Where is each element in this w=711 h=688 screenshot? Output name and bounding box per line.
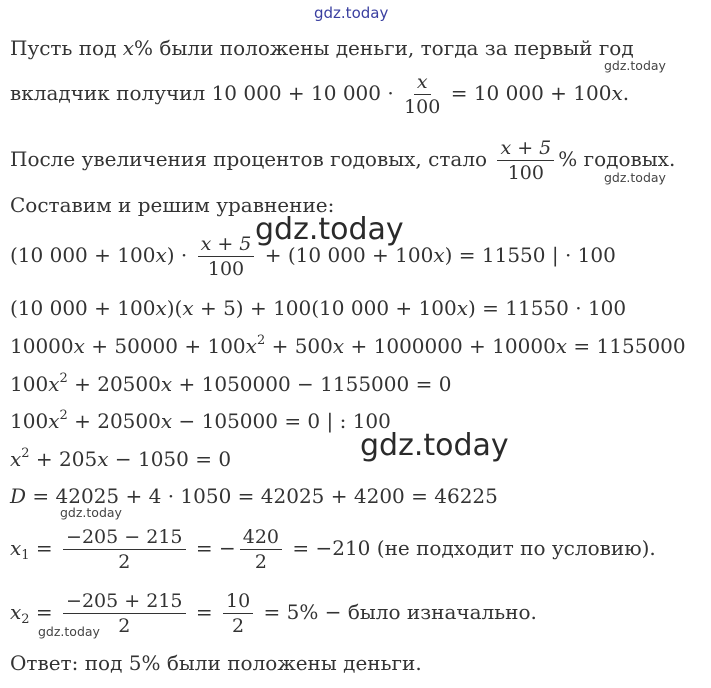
fraction: $\frac{-205 + 215}{2}$ — [63, 590, 185, 637]
text-line-1: Пусть под x% были положены деньги, тогда за первый год — [10, 36, 634, 60]
fraction: $\frac{420}{2}$ — [240, 526, 282, 573]
equation-line-8: $100x^2 + 20500x + 1050000 - 1155000 = 0$ — [10, 371, 452, 396]
answer-line: Ответ: под 5% были положены деньги. — [10, 651, 422, 675]
equation-line-12: $x_1$ = $\frac{-205 - 215}{2}$ = − $\frac{420}{2}$ = −210 (не подходит по условию). — [10, 526, 656, 573]
equation-line-10: $x^2 + 205x - 1050 = 0$ — [10, 446, 232, 471]
watermark-big: gdz.today — [360, 428, 509, 463]
text-line-2: вкладчик получил 10 000 + 10 000 · $\frac{x}{100}$ = 10 000 + 100x. — [10, 71, 630, 118]
equation-line-5: (10 000 + 100x) · $\frac{x + 5}{100}$ + (10 000 + 100x) = 11550 | · 100 — [10, 233, 616, 280]
fraction: $\frac{x + 5}{100}$ — [198, 233, 255, 280]
equation-line-9: $100x^2 + 20500x - 105000 = 0$ | : 100 — [10, 408, 391, 433]
fraction: $\frac{10}{2}$ — [223, 590, 253, 637]
fraction: $\frac{x}{100}$ — [404, 71, 441, 118]
equation-line-7: $10000x + 50000 + 100x^2 + 500x + 1000000 + 10000x = 1155000$ — [10, 333, 686, 358]
text-line-4: Составим и решим уравнение: — [10, 193, 335, 217]
watermark-small: gdz.today — [604, 170, 666, 185]
fraction: $\frac{-205 - 215}{2}$ — [63, 526, 185, 573]
watermark-top: gdz.today — [314, 4, 389, 22]
watermark-big: gdz.today — [255, 212, 404, 247]
watermark-small: gdz.today — [38, 624, 100, 639]
watermark-small: gdz.today — [604, 58, 666, 73]
fraction: $\frac{x + 5}{100}$ — [497, 137, 554, 184]
equation-line-11: D = 42025 + 4 · 1050 = 42025 + 4200 = 46225 — [10, 484, 498, 508]
watermark-small: gdz.today — [60, 505, 122, 520]
equation-line-6: (10 000 + 100x)(x + 5) + 100(10 000 + 100x) = 11550 · 100 — [10, 296, 627, 320]
equation-line-13: $x_2$ = $\frac{-205 + 215}{2}$ = $\frac{10}{2}$ = 5% − было изначально. — [10, 590, 537, 637]
text-line-3: После увеличения процентов годовых, стало $\frac{x + 5}{100}$ % годовых. — [10, 137, 676, 184]
